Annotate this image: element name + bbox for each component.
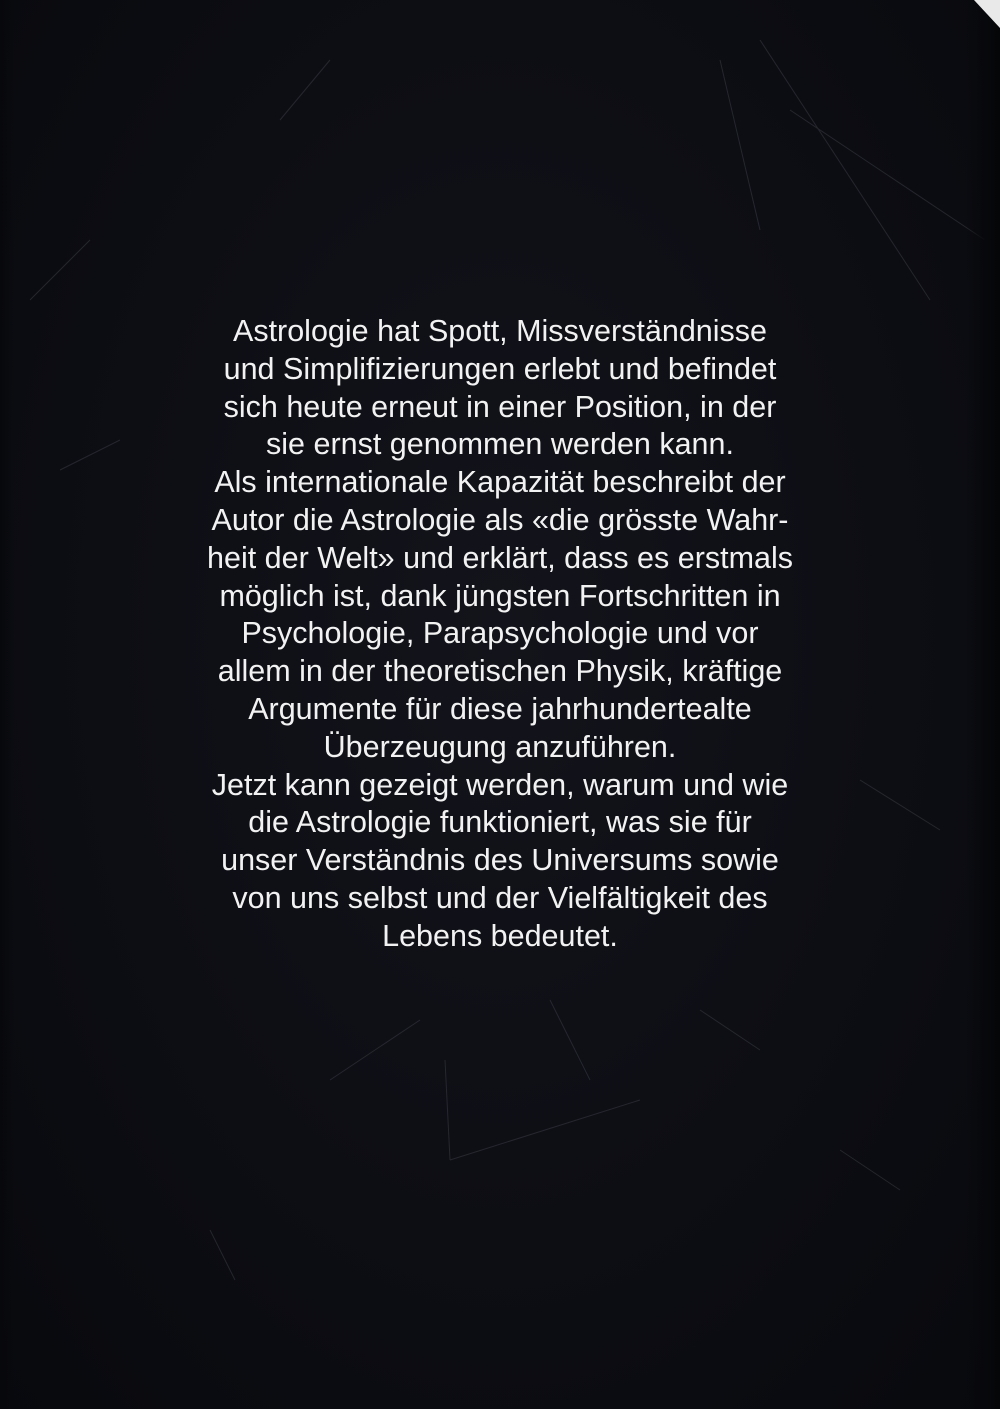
cover-left-edge: [0, 0, 14, 1409]
blurb-text: [140, 313, 860, 956]
blurb-line: Astrologie hat Spott, Missverständnisse: [232, 314, 767, 348]
blurb-line: heit der Welt» und erklärt, dass es erstmals: [207, 540, 793, 575]
blurb-line: die Astrologie funktioniert, was sie für: [248, 805, 752, 840]
blurb-line: Autor die Astrologie als «die grösste Wahr-: [211, 502, 789, 537]
blurb-line: Als internationale Kapazität beschreibt der: [214, 465, 786, 500]
cover-right-edge: [966, 0, 1000, 1409]
blurb-line: Argumente für diese jahrhundertealte: [248, 691, 752, 726]
blurb-line: Psychologie, Parapsychologie und vor: [241, 616, 759, 651]
blurb-line: Überzeugung anzuführen.: [323, 729, 677, 764]
blurb-line: Lebens bedeutet.: [382, 918, 618, 953]
blurb-line: sie ernst genommen werden kann.: [266, 427, 734, 462]
blurb-line: allem in der theoretischen Physik, kräftige: [217, 654, 783, 689]
blurb-line: sich heute erneut in einer Position, in der: [223, 389, 777, 424]
blurb-line: von uns selbst und der Vielfältigkeit des: [232, 880, 768, 915]
corner-fold: [974, 0, 1000, 28]
blurb-line: Jetzt kann gezeigt werden, warum und wie: [211, 767, 789, 802]
blurb-line: und Simplifizierungen erlebt und befindet: [223, 351, 777, 386]
blurb-line: möglich ist, dank jüngsten Fortschritten in: [219, 578, 781, 613]
blurb-line: unser Verständnis des Universums sowie: [221, 843, 779, 878]
